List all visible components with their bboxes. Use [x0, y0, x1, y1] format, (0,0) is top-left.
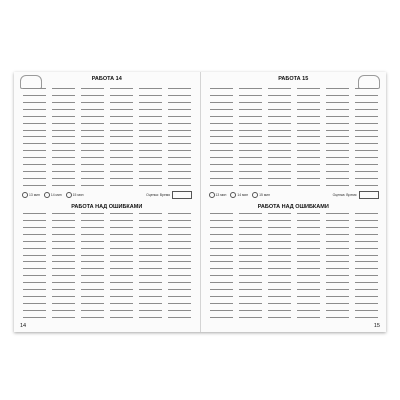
correction-grid: [22, 213, 192, 318]
problem-column: [354, 213, 379, 318]
problem-column: [109, 213, 134, 318]
problem-column: [209, 213, 234, 318]
problem-column: [80, 213, 105, 318]
time-option[interactable]: 14 мин: [230, 192, 248, 198]
time-option[interactable]: 15 мин: [252, 192, 270, 198]
problem-column: [80, 88, 105, 186]
problem-column: [325, 213, 350, 318]
problem-column: [267, 213, 292, 318]
page-number: 14: [20, 323, 27, 329]
problem-column: [51, 88, 76, 186]
time-option[interactable]: 14 мин: [44, 192, 62, 198]
problem-column: [51, 213, 76, 318]
workbook-spread: [14, 72, 386, 332]
problem-column: [167, 88, 192, 186]
circle-icon: [22, 192, 28, 198]
problem-column: [354, 88, 379, 186]
grade-box[interactable]: [172, 191, 192, 199]
time-option[interactable]: 15 мин: [66, 192, 84, 198]
page-title: РАБОТА 15: [278, 76, 309, 82]
section-title: РАБОТА НАД ОШИБКАМИ: [257, 204, 329, 210]
page-title: РАБОТА 14: [91, 76, 122, 82]
circle-icon: [209, 192, 215, 198]
problem-column: [296, 213, 321, 318]
problem-grid: [22, 88, 192, 186]
right-page: [201, 72, 387, 332]
correction-grid: [209, 213, 379, 318]
time-option[interactable]: 13 мин: [209, 192, 227, 198]
problem-grid: [209, 88, 379, 186]
problem-column: [238, 213, 263, 318]
problem-column: [22, 88, 47, 186]
problem-column: [238, 88, 263, 186]
problem-column: [138, 213, 163, 318]
circle-icon: [66, 192, 72, 198]
problem-column: [22, 213, 47, 318]
problem-column: [296, 88, 321, 186]
circle-icon: [230, 192, 236, 198]
problem-column: [267, 88, 292, 186]
timing-row: [22, 191, 192, 199]
section-title: РАБОТА НАД ОШИБКАМИ: [71, 204, 143, 210]
grade-field: Оценка: Время: [146, 191, 192, 199]
problem-column: [209, 88, 234, 186]
left-page: [14, 72, 201, 332]
timing-row: [209, 191, 379, 199]
time-option[interactable]: 13 мин: [22, 192, 40, 198]
circle-icon: [44, 192, 50, 198]
problem-column: [325, 88, 350, 186]
circle-icon: [252, 192, 258, 198]
page-number: 15: [373, 323, 380, 329]
grade-field: Оценка: Время: [333, 191, 379, 199]
grade-box[interactable]: [359, 191, 379, 199]
problem-column: [109, 88, 134, 186]
problem-column: [138, 88, 163, 186]
problem-column: [167, 213, 192, 318]
